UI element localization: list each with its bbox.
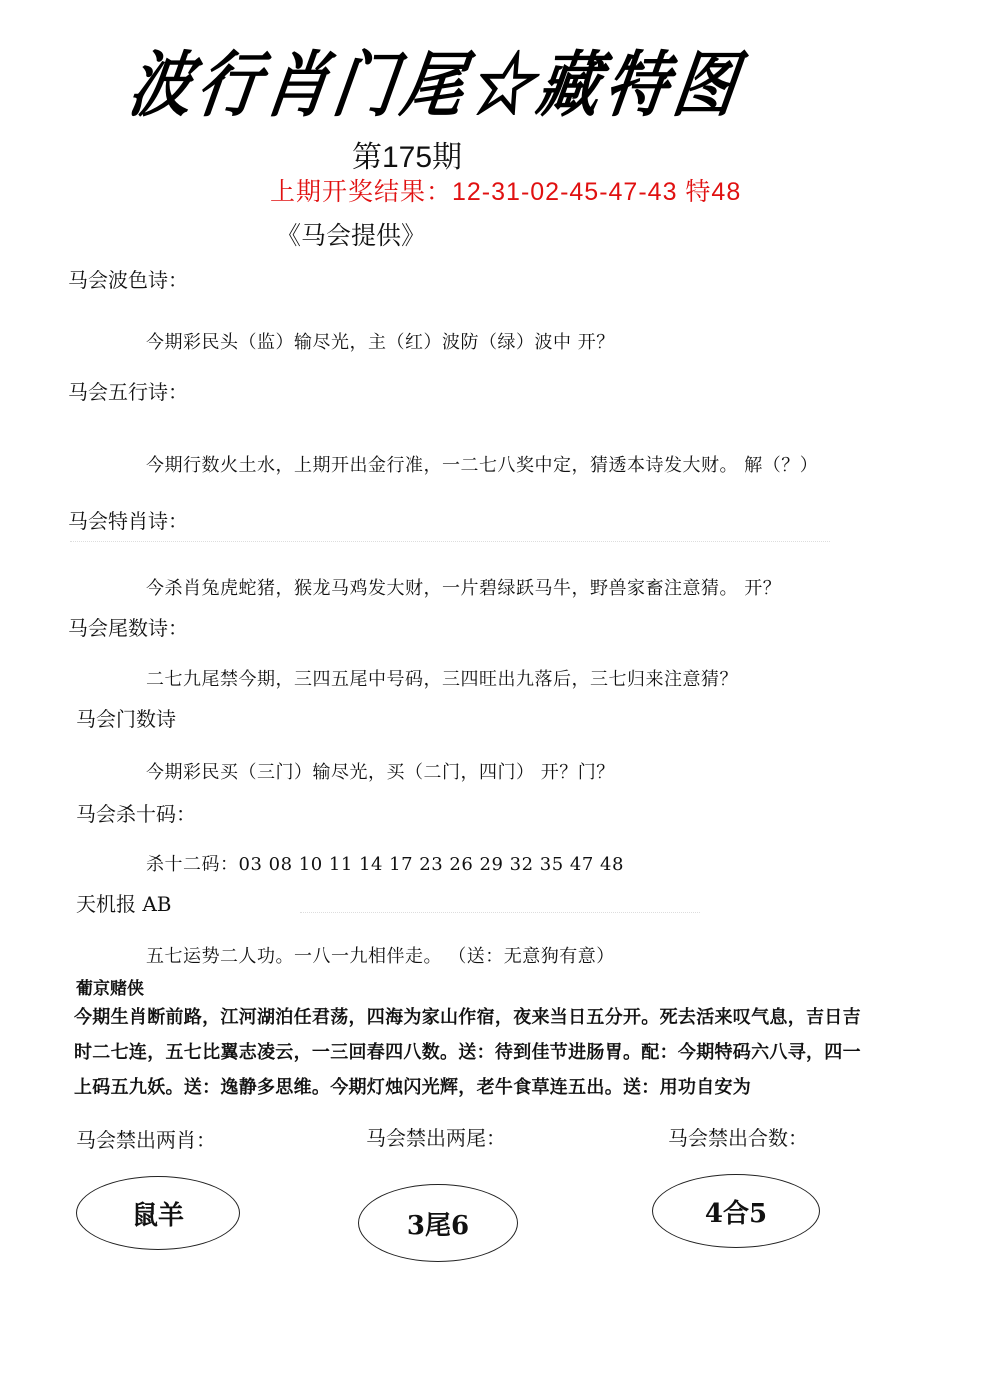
tianji-heading: 天机报 AB bbox=[76, 892, 172, 916]
provider-label: 《马会提供》 bbox=[276, 221, 427, 250]
ban-tail-oval bbox=[358, 1184, 518, 1262]
wave-color-heading: 马会波色诗： bbox=[68, 268, 188, 292]
special-zodiac-text: 今杀肖兔虎蛇猪，猴龙马鸡发大财，一片碧绿跃马牛，野兽家畜注意猜。 开？ bbox=[146, 578, 782, 599]
ban-sum-oval bbox=[652, 1174, 820, 1248]
ban-sum-value: 4合5 bbox=[704, 1198, 768, 1229]
ban-tail-value: 3尾6 bbox=[406, 1210, 470, 1241]
tail-number-text: 二七九尾禁今期，三四五尾中号码，三四旺出九落后，三七归来注意猜？ bbox=[146, 669, 738, 690]
five-elements-heading: 马会五行诗： bbox=[68, 380, 188, 404]
issue-number: 第175期 bbox=[352, 141, 463, 174]
tail-number-heading: 马会尾数诗： bbox=[68, 616, 188, 640]
door-number-heading: 马会门数诗 bbox=[76, 707, 176, 731]
ban-zodiac-value: 鼠羊 bbox=[131, 1200, 184, 1231]
puijing-text: 今期生肖断前路，江河湖泊任君荡，四海为家山作宿，夜来当日五分开。死去活来叹气息，吉日吉时二七连，五七比翼志凌云，一三回春四八数。送：待到佳节进肠胃。配：今期特码六八寻，四一上码五九妖。送：逸静多思维。今期灯烛闪光辉，老牛食草连五出。送：用功自安为 bbox=[74, 1007, 861, 1098]
tianji-text: 五七运势二人功。一八一九相伴走。 （送：无意狗有意） bbox=[146, 946, 615, 967]
last-result: 上期开奖结果：12-31-02-45-47-43 特48 bbox=[270, 178, 742, 206]
scan-divider bbox=[300, 912, 700, 913]
puijing-heading: 葡京赌侠 bbox=[76, 979, 144, 999]
ban-sum-label: 马会禁出合数： bbox=[668, 1126, 808, 1150]
five-elements-text: 今期行数火土水，上期开出金行准，一二七八奖中定，猜透本诗发大财。 解（？） bbox=[146, 455, 819, 476]
door-number-text: 今期彩民买（三门）输尽光，买（二门，四门） 开？门？ bbox=[146, 762, 615, 783]
ban-tail-label: 马会禁出两尾： bbox=[366, 1126, 506, 1150]
kill-ten-text: 杀十二码：03 08 10 11 14 17 23 26 29 32 35 47 48 bbox=[146, 854, 624, 875]
kill-ten-heading: 马会杀十码： bbox=[76, 802, 196, 826]
special-zodiac-heading: 马会特肖诗： bbox=[68, 509, 188, 533]
page-title: 波行肖门尾☆藏特图 bbox=[124, 42, 748, 127]
scan-divider bbox=[70, 541, 830, 542]
ban-zodiac-label: 马会禁出两肖： bbox=[76, 1128, 216, 1152]
wave-color-text: 今期彩民头（监）输尽光，主（红）波防（绿）波中 开？ bbox=[146, 332, 615, 353]
ban-zodiac-oval bbox=[76, 1176, 240, 1250]
